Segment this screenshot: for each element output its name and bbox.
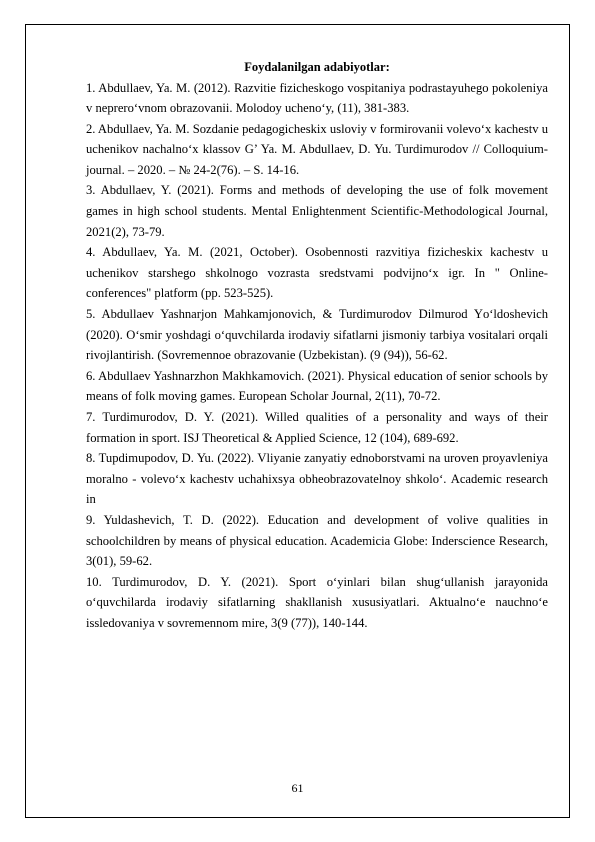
references-heading: Foydalanilgan adabiyotlar: bbox=[244, 60, 390, 74]
reference-item-1: 1. Abdullaev, Ya. M. (2012). Razvitie fizicheskogo vospitaniya podrastayuhego pokoleniya v neprerо‘vnom obrazovanii. Molodoy uchenо‘y, (11), 381-383. bbox=[86, 80, 548, 116]
reference-item-9: 9. Yuldashevich, T. D. (2022). Education and development of volive qualities in schoolchildren by means of physical education. Academicia Globe: Inderscience Research, 3(01), 59-62. bbox=[86, 512, 548, 569]
references-section bbox=[86, 54, 548, 634]
reference-item-3: 3. Abdullaev, Y. (2021). Forms and methods of developing the use of folk movement games in high school students. Mental Enlightenment Scientific-Methodological Journal, 2021(2), 73-79. bbox=[86, 183, 548, 239]
reference-item-4: 4. Abdullaev, Ya. M. (2021, October). Osobennosti razvitiya fizicheskix kachestv u uchenikov starshego shkolnogo vozrasta sredstvami podvijnо‘x igr. In " Online-conferences" platform (pp. 523-525). bbox=[86, 245, 548, 301]
reference-item-6: 6. Abdullaev Yashnarzhon Makhkamovich. (2021). Physical education of senior schools by means of folk moving games. European Scholar Journal, 2(11), 70-72. bbox=[86, 368, 548, 404]
reference-item-10: 10. Turdimurodov, D. Y. (2021). Sport o‘yinlari bilan shug‘ullanish jarayonida o‘quvchilarda irodaviy sifatlarning shakllanish xususiyatlari. Aktualnо‘e nauchnо‘e issledovaniya v sovremennom mire, 3(9 (77)), 140-144. bbox=[86, 574, 548, 630]
reference-item-8: 8. Tupdimupodov, D. Yu. (2022). Vliyanie zanyatiy ednoborstvami na uroven proyavleniya moralno - volevо‘x kachestv uchahixsya obheobrazovatelnoy shkolо‘. Academic research in bbox=[86, 451, 548, 507]
page-number: 61 bbox=[291, 781, 304, 795]
reference-item-7: 7. Turdimurodov, D. Y. (2021). Willed qualities of a personality and ways of their formation in sport. ISJ Theoretical & Applied Science, 12 (104), 689-692. bbox=[86, 410, 548, 445]
reference-item-5: 5. Abdullaev Yashnarjon Mahkamjonovich, & Turdimurodov Dilmurod Yо‘ldoshevich (2020). O‘smir yoshdagi o‘quvchilarda irodaviy sifatlarni jismoniy tarbiya vositalari orqali rivojlantirish. (Sovremennoe obrazovanie (Uzbekistan). (9 (94)), 56-62. bbox=[86, 307, 548, 363]
reference-item-2: 2. Abdullaev, Ya. M. Sozdanie pedagogicheskix usloviy v formirovanii volevо‘x kachestv u uchenikov nachalnо‘x klassov G’ Ya. M. Abdullaev, D. Yu. Turdimurodov // Colloquium-journal. – 2020. – № 24-2(76). – S. 14-16. bbox=[86, 121, 548, 177]
